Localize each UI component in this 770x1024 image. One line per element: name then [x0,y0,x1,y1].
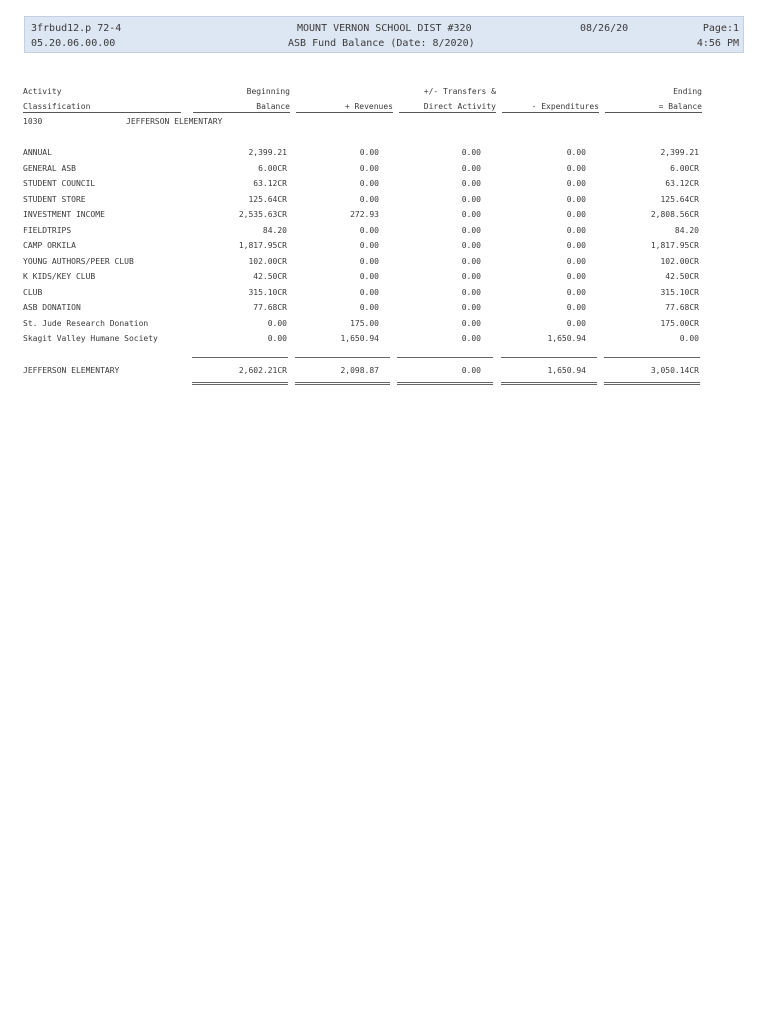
subtotal-rule [192,357,288,358]
header-underline [605,112,702,113]
header-underline [296,112,393,113]
beginning-balance: 1,817.95CR [238,241,287,250]
transfers-value: 0.00 [461,288,481,297]
activity-name: CLUB [23,288,43,297]
expenditures-value: 0.00 [566,241,586,250]
ending-balance: 2,808.56CR [650,210,699,219]
beginning-balance: 315.10CR [248,288,287,297]
beginning-balance: 63.12CR [253,179,287,188]
transfers-value: 0.00 [461,226,481,235]
revenues-value: 0.00 [359,179,379,188]
activity-name: Skagit Valley Humane Society [23,334,158,343]
col-header-direct-activity: Direct Activity [423,102,496,111]
beginning-balance: 2,399.21 [248,148,287,157]
revenues-value: 0.00 [359,226,379,235]
total-row-label: JEFFERSON ELEMENTARY [23,366,120,375]
header-underline [502,112,599,113]
ending-balance: 6.00CR [670,164,699,173]
transfers-value: 0.00 [461,303,481,312]
transfers-value: 0.00 [461,210,481,219]
transfers-value: 0.00 [461,195,481,204]
expenditures-value: 0.00 [566,303,586,312]
expenditures-value: 0.00 [566,210,586,219]
transfers-value: 0.00 [461,319,481,328]
revenues-value: 0.00 [359,164,379,173]
col-header-classification: Classification [23,102,91,111]
beginning-balance: 0.00 [267,319,287,328]
ending-balance: 102.00CR [660,257,699,266]
header-underline [193,112,290,113]
beginning-balance: 102.00CR [248,257,287,266]
revenues-value: 0.00 [359,195,379,204]
ending-balance: 2,399.21 [660,148,699,157]
header-underline [399,112,496,113]
expenditures-value: 0.00 [566,319,586,328]
col-header-expenditures: - Expenditures [531,102,599,111]
school-name: JEFFERSON ELEMENTARY [126,117,223,126]
program-version: 05.20.06.00.00 [31,38,116,49]
revenues-value: 0.00 [359,272,379,281]
activity-name: St. Jude Research Donation [23,319,149,328]
col-header-ending-balance: = Balance [658,102,702,111]
transfers-value: 0.00 [461,257,481,266]
total-double-rule [501,382,597,385]
activity-name: GENERAL ASB [23,164,76,173]
beginning-balance: 6.00CR [258,164,287,173]
total-transfers: 0.00 [461,366,481,375]
revenues-value: 0.00 [359,148,379,157]
revenues-value: 1,650.94 [340,334,379,343]
activity-name: STUDENT STORE [23,195,86,204]
ending-balance: 0.00 [679,334,699,343]
expenditures-value: 0.00 [566,257,586,266]
revenues-value: 0.00 [359,303,379,312]
expenditures-value: 0.00 [566,164,586,173]
col-header-ending: Ending [673,87,702,96]
expenditures-value: 0.00 [566,179,586,188]
report-title: ASB Fund Balance (Date: 8/2020) [288,38,475,49]
page-number: Page:1 [702,23,739,34]
beginning-balance: 0.00 [267,334,287,343]
activity-name: STUDENT COUNCIL [23,179,96,188]
ending-balance: 175.00CR [660,319,699,328]
transfers-value: 0.00 [461,148,481,157]
subtotal-rule [295,357,390,358]
activity-name: FIELDTRIPS [23,226,72,235]
col-header-beginning: Beginning [246,87,290,96]
transfers-value: 0.00 [461,164,481,173]
activity-name: ANNUAL [23,148,52,157]
expenditures-value: 0.00 [566,148,586,157]
expenditures-value: 0.00 [566,272,586,281]
report-date: 08/26/20 [580,23,629,34]
transfers-value: 0.00 [461,179,481,188]
header-underline [23,112,181,113]
program-id: 3frbud12.p 72-4 [31,23,122,34]
beginning-balance: 2,535.63CR [238,210,287,219]
revenues-value: 272.93 [350,210,379,219]
activity-name: ASB DONATION [23,303,81,312]
col-header-transfers: +/- Transfers & [423,87,496,96]
ending-balance: 315.10CR [660,288,699,297]
ending-balance: 1,817.95CR [650,241,699,250]
report-time: 4:56 PM [696,38,739,49]
ending-balance: 63.12CR [665,179,699,188]
total-double-rule [192,382,288,385]
col-header-revenues: + Revenues [344,102,393,111]
expenditures-value: 0.00 [566,226,586,235]
revenues-value: 175.00 [350,319,379,328]
ending-balance: 84.20 [674,226,699,235]
activity-name: K KIDS/KEY CLUB [23,272,96,281]
ending-balance: 125.64CR [660,195,699,204]
total-double-rule [295,382,390,385]
expenditures-value: 0.00 [566,288,586,297]
transfers-value: 0.00 [461,334,481,343]
subtotal-rule [501,357,597,358]
school-code: 1030 [23,117,43,126]
transfers-value: 0.00 [461,272,481,281]
col-header-activity: Activity [23,87,62,96]
col-header-balance: Balance [256,102,290,111]
activity-name: YOUNG AUTHORS/PEER CLUB [23,257,134,266]
beginning-balance: 84.20 [262,226,287,235]
beginning-balance: 42.50CR [253,272,287,281]
report-header [24,16,744,53]
activity-name: CAMP ORKILA [23,241,76,250]
total-revenues: 2,098.87 [340,366,379,375]
revenues-value: 0.00 [359,241,379,250]
revenues-value: 0.00 [359,288,379,297]
total-ending: 3,050.14CR [650,366,699,375]
beginning-balance: 125.64CR [248,195,287,204]
ending-balance: 77.68CR [665,303,699,312]
expenditures-value: 0.00 [566,195,586,204]
district-name: MOUNT VERNON SCHOOL DIST #320 [297,23,472,34]
total-beginning: 2,602.21CR [238,366,287,375]
subtotal-rule [604,357,700,358]
total-double-rule [397,382,493,385]
revenues-value: 0.00 [359,257,379,266]
expenditures-value: 1,650.94 [547,334,586,343]
total-double-rule [604,382,700,385]
transfers-value: 0.00 [461,241,481,250]
total-expenditures: 1,650.94 [547,366,586,375]
subtotal-rule [397,357,493,358]
activity-name: INVESTMENT INCOME [23,210,105,219]
ending-balance: 42.50CR [665,272,699,281]
beginning-balance: 77.68CR [253,303,287,312]
